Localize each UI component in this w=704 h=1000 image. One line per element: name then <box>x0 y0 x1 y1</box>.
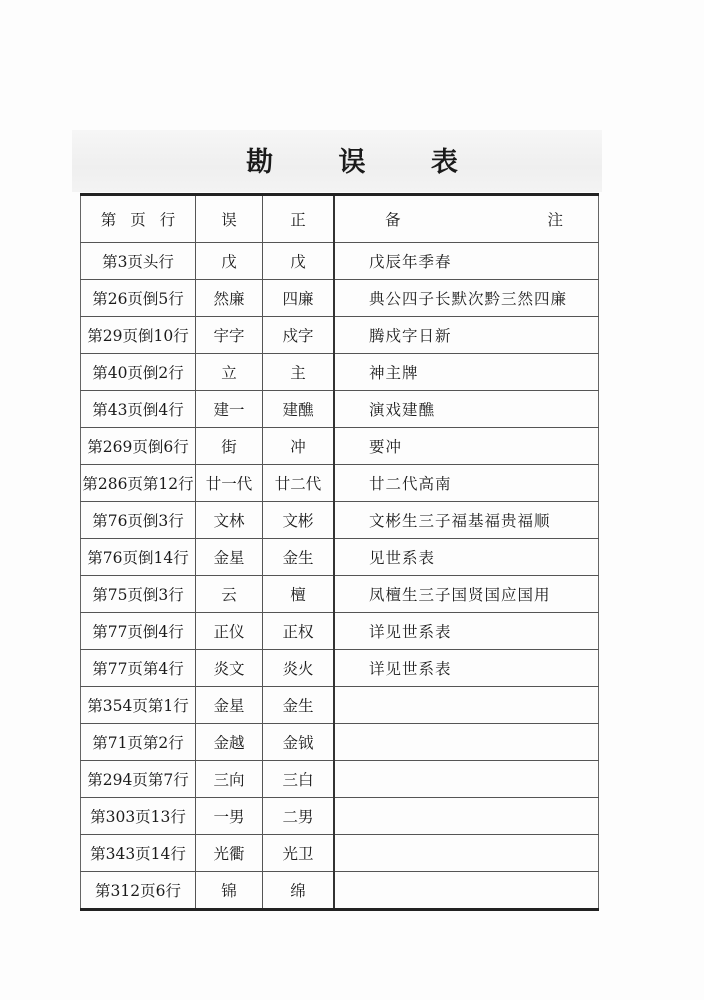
cell-location: 第354页第1行 <box>81 687 196 724</box>
cell-location: 第286页第12行 <box>81 465 196 502</box>
cell-location: 第294页第7行 <box>81 761 196 798</box>
cell-note: 见世系表 <box>334 539 599 576</box>
cell-right: 绵 <box>263 872 335 910</box>
cell-wrong: 立 <box>196 354 263 391</box>
cell-right: 廿二代 <box>263 465 335 502</box>
errata-table <box>80 193 599 911</box>
cell-right: 建醮 <box>263 391 335 428</box>
table-row <box>81 613 599 650</box>
cell-location: 第343页14行 <box>81 835 196 872</box>
cell-right: 四廉 <box>263 280 335 317</box>
cell-note: 廿二代高南 <box>334 465 599 502</box>
cell-right: 炎火 <box>263 650 335 687</box>
table-row <box>81 465 599 502</box>
cell-note: 详见世系表 <box>334 613 599 650</box>
cell-wrong: 文林 <box>196 502 263 539</box>
cell-note: 要冲 <box>334 428 599 465</box>
cell-note: 戊辰年季春 <box>334 243 599 280</box>
header-note-left: 备 <box>385 211 402 229</box>
table-row <box>81 576 599 613</box>
cell-right: 冲 <box>263 428 335 465</box>
cell-location: 第26页倒5行 <box>81 280 196 317</box>
cell-right: 金钺 <box>263 724 335 761</box>
cell-location: 第77页倒4行 <box>81 613 196 650</box>
cell-right: 檀 <box>263 576 335 613</box>
cell-right: 三白 <box>263 761 335 798</box>
cell-right: 正权 <box>263 613 335 650</box>
cell-right: 文彬 <box>263 502 335 539</box>
cell-wrong: 三向 <box>196 761 263 798</box>
table-row <box>81 539 599 576</box>
cell-right: 戍字 <box>263 317 335 354</box>
header-note <box>334 195 599 243</box>
table-row <box>81 428 599 465</box>
table-row <box>81 391 599 428</box>
table-row <box>81 872 599 910</box>
cell-note <box>334 872 599 910</box>
cell-note: 典公四子长默次黔三然四廉 <box>334 280 599 317</box>
cell-location: 第3页头行 <box>81 243 196 280</box>
cell-wrong: 廿一代 <box>196 465 263 502</box>
table-row <box>81 687 599 724</box>
header-right: 正 <box>263 195 335 243</box>
cell-note: 文彬生三子福基福贵福顺 <box>334 502 599 539</box>
cell-right: 戊 <box>263 243 335 280</box>
cell-right: 二男 <box>263 798 335 835</box>
cell-wrong: 金星 <box>196 539 263 576</box>
page-title: 勘 误 表 <box>246 147 486 178</box>
cell-note: 详见世系表 <box>334 650 599 687</box>
cell-note <box>334 835 599 872</box>
table-row <box>81 835 599 872</box>
table-header-row <box>81 195 599 243</box>
table-row <box>81 724 599 761</box>
cell-location: 第303页13行 <box>81 798 196 835</box>
cell-note <box>334 761 599 798</box>
cell-wrong: 然廉 <box>196 280 263 317</box>
cell-right: 金生 <box>263 539 335 576</box>
cell-wrong: 光衢 <box>196 835 263 872</box>
table-row <box>81 243 599 280</box>
table-row <box>81 502 599 539</box>
cell-wrong: 一男 <box>196 798 263 835</box>
table-row <box>81 798 599 835</box>
table-row <box>81 317 599 354</box>
cell-wrong: 建一 <box>196 391 263 428</box>
cell-location: 第76页倒3行 <box>81 502 196 539</box>
cell-wrong: 金越 <box>196 724 263 761</box>
header-location: 第页行 <box>81 195 196 243</box>
cell-wrong: 锦 <box>196 872 263 910</box>
cell-note: 演戏建醮 <box>334 391 599 428</box>
cell-wrong: 云 <box>196 576 263 613</box>
cell-note: 腾戍字日新 <box>334 317 599 354</box>
cell-wrong: 宇字 <box>196 317 263 354</box>
errata-body <box>81 243 599 910</box>
cell-note <box>334 724 599 761</box>
cell-location: 第75页倒3行 <box>81 576 196 613</box>
cell-location: 第77页第4行 <box>81 650 196 687</box>
header-wrong: 误 <box>196 195 263 243</box>
cell-location: 第29页倒10行 <box>81 317 196 354</box>
table-row <box>81 280 599 317</box>
table-row <box>81 761 599 798</box>
cell-location: 第43页倒4行 <box>81 391 196 428</box>
cell-wrong: 街 <box>196 428 263 465</box>
cell-wrong: 炎文 <box>196 650 263 687</box>
cell-location: 第269页倒6行 <box>81 428 196 465</box>
cell-wrong: 金星 <box>196 687 263 724</box>
table-row <box>81 650 599 687</box>
cell-right: 主 <box>263 354 335 391</box>
cell-right: 金生 <box>263 687 335 724</box>
cell-note <box>334 687 599 724</box>
cell-location: 第76页倒14行 <box>81 539 196 576</box>
cell-location: 第71页第2行 <box>81 724 196 761</box>
cell-note: 神主牌 <box>334 354 599 391</box>
cell-note <box>334 798 599 835</box>
cell-wrong: 正仪 <box>196 613 263 650</box>
cell-wrong: 戊 <box>196 243 263 280</box>
header-note-right: 注 <box>547 211 564 229</box>
cell-location: 第312页6行 <box>81 872 196 910</box>
table-row <box>81 354 599 391</box>
cell-location: 第40页倒2行 <box>81 354 196 391</box>
cell-right: 光卫 <box>263 835 335 872</box>
cell-note: 凤檀生三子国贤国应国用 <box>334 576 599 613</box>
